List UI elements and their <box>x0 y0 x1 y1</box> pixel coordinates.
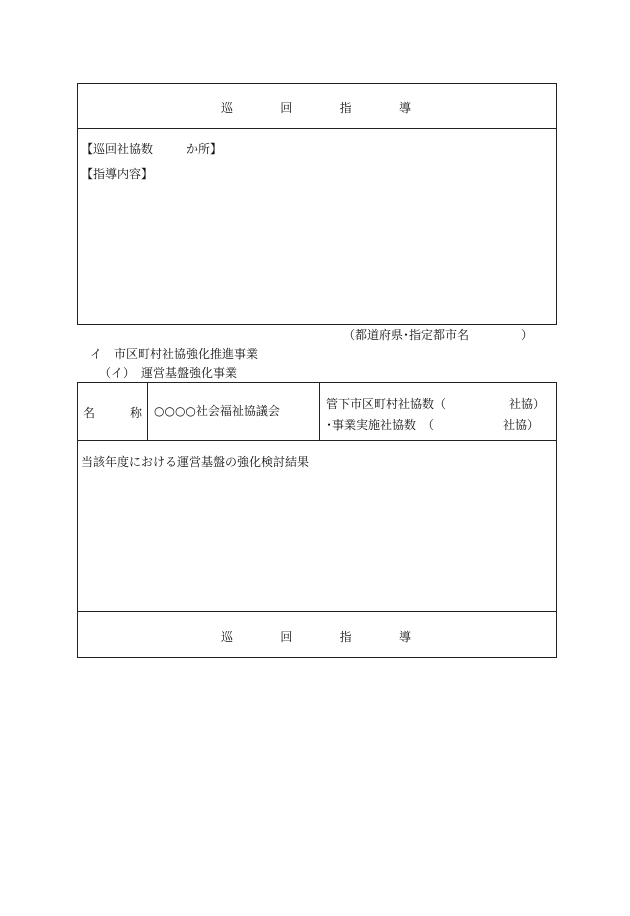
info-row-divider <box>77 440 557 441</box>
footer-header-char: 回 <box>280 630 293 644</box>
section-heading-a: イ 市区町村社協強化推進事業 <box>90 347 259 361</box>
guidance-content-label: 【指導内容】 <box>81 167 154 181</box>
guidance-box <box>77 83 557 325</box>
prefecture-label: （都道府県･指定都市名 <box>343 328 470 342</box>
municipal-council-count-label: 管下市区町村社協数（ <box>326 397 447 411</box>
guidance-header-char: 指 <box>339 101 352 115</box>
name-label-char: 称 <box>129 406 142 420</box>
municipal-council-count-unit: 社協） <box>509 397 546 411</box>
footer-header-char: 巡 <box>221 630 234 644</box>
stats-column-divider <box>319 382 320 440</box>
prefecture-close: ） <box>521 328 534 342</box>
name-column-divider <box>147 382 148 440</box>
footer-header-char: 指 <box>339 630 352 644</box>
guidance-header <box>221 99 411 116</box>
implementing-council-count-unit: 社協） <box>503 418 540 432</box>
visit-count-label: 【巡回社協数 <box>81 142 154 156</box>
implementing-council-count-label: ･事業実施社協数 （ <box>326 418 435 432</box>
section-heading-b: （イ） 運営基盤強化事業 <box>99 366 238 380</box>
review-result-label: 当該年度における運営基盤の強化検討結果 <box>81 455 310 469</box>
guidance-header-divider <box>77 128 557 129</box>
guidance-header-char: 回 <box>280 101 293 115</box>
name-label-char: 名 <box>83 406 96 420</box>
guidance-header-char: 巡 <box>221 101 234 115</box>
organization-name: ○○○○社会福祉協議会 <box>154 404 280 418</box>
footer-header-char: 導 <box>398 630 411 644</box>
name-label <box>83 404 142 421</box>
footer-guidance-header <box>221 628 411 645</box>
strengthening-box <box>77 382 557 658</box>
footer-divider <box>77 611 557 612</box>
guidance-header-char: 導 <box>398 101 411 115</box>
visit-count-unit: か所】 <box>186 142 223 156</box>
